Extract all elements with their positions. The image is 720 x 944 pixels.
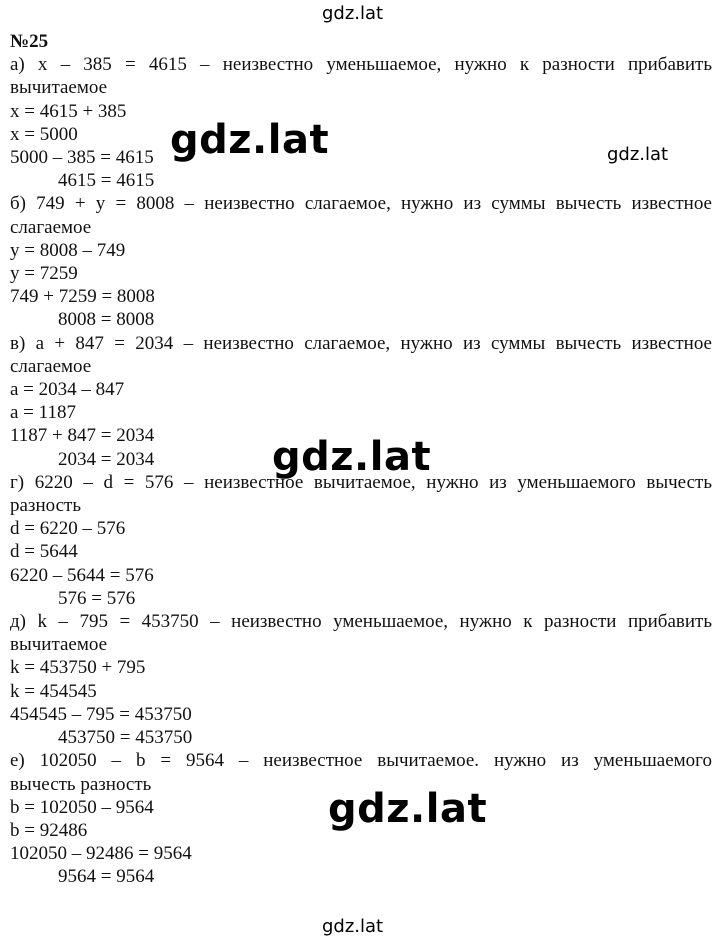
part-statement: г) 6220 – d = 576 – неизвестное вычитаемое, нужно из уменьшаемого вычесть bbox=[10, 471, 712, 493]
part-statement: д) k – 795 = 453750 – неизвестно уменьшаемое, нужно к разности прибавить bbox=[10, 611, 712, 633]
part-a bbox=[10, 53, 712, 192]
check-step: 102050 – 92486 = 9564 bbox=[10, 843, 192, 865]
equation-result: x = 5000 bbox=[10, 123, 78, 145]
equation-step: b = 102050 – 9564 bbox=[10, 796, 154, 818]
part-statement-cont: разность bbox=[10, 495, 81, 517]
check-result: 9564 = 9564 bbox=[58, 866, 155, 888]
equation-step: a = 2034 – 847 bbox=[10, 379, 125, 401]
check-step: 5000 – 385 = 4615 bbox=[10, 147, 154, 169]
watermark-large: gdz.lat bbox=[272, 434, 432, 480]
part-b bbox=[10, 192, 712, 331]
part-statement: а) x – 385 = 4615 – неизвестно уменьшаемое, нужно к разности прибавить bbox=[10, 54, 712, 76]
part-statement-cont: слагаемое bbox=[10, 355, 92, 377]
check-step: 749 + 7259 = 8008 bbox=[10, 286, 155, 308]
equation-result: d = 5644 bbox=[10, 541, 78, 563]
part-statement-cont: слагаемое bbox=[10, 216, 92, 238]
equation-step: k = 453750 + 795 bbox=[10, 657, 146, 679]
watermark-right: gdz.lat bbox=[607, 144, 669, 165]
check-result: 453750 = 453750 bbox=[58, 727, 193, 749]
problem-number: №25 bbox=[10, 31, 49, 52]
equation-result: b = 92486 bbox=[10, 819, 88, 841]
equation-step: y = 8008 – 749 bbox=[10, 239, 126, 261]
check-result: 2034 = 2034 bbox=[58, 448, 155, 470]
check-step: 454545 – 795 = 453750 bbox=[10, 703, 192, 725]
part-statement: е) 102050 – b = 9564 – неизвестное вычитаемое. нужно из уменьшаемого bbox=[10, 750, 712, 772]
part-e bbox=[10, 610, 712, 749]
equation-step: d = 6220 – 576 bbox=[10, 518, 126, 540]
check-result: 8008 = 8008 bbox=[58, 309, 155, 331]
part-statement-cont: вычесть разность bbox=[10, 773, 152, 795]
part-statement: б) 749 + y = 8008 – неизвестно слагаемое, нужно из суммы вычесть известное bbox=[10, 193, 712, 215]
watermark-bottom: gdz.lat bbox=[322, 916, 384, 937]
equation-result: a = 1187 bbox=[10, 402, 76, 424]
check-step: 1187 + 847 = 2034 bbox=[10, 425, 155, 447]
watermark-top: gdz.lat bbox=[322, 3, 384, 24]
watermark-large: gdz.lat bbox=[328, 786, 488, 832]
equation-result: y = 7259 bbox=[10, 263, 78, 285]
check-result: 576 = 576 bbox=[58, 587, 136, 609]
check-step: 6220 – 5644 = 576 bbox=[10, 564, 154, 586]
part-statement-cont: вычитаемое bbox=[10, 634, 108, 656]
part-statement-cont: вычитаемое bbox=[10, 77, 108, 99]
check-result: 4615 = 4615 bbox=[58, 170, 155, 192]
equation-step: x = 4615 + 385 bbox=[10, 100, 127, 122]
part-d bbox=[10, 471, 712, 610]
watermark-large: gdz.lat bbox=[170, 117, 330, 163]
part-statement: в) a + 847 = 2034 – неизвестно слагаемое, нужно из суммы вычесть известное bbox=[10, 332, 712, 354]
equation-result: k = 454545 bbox=[10, 680, 97, 702]
